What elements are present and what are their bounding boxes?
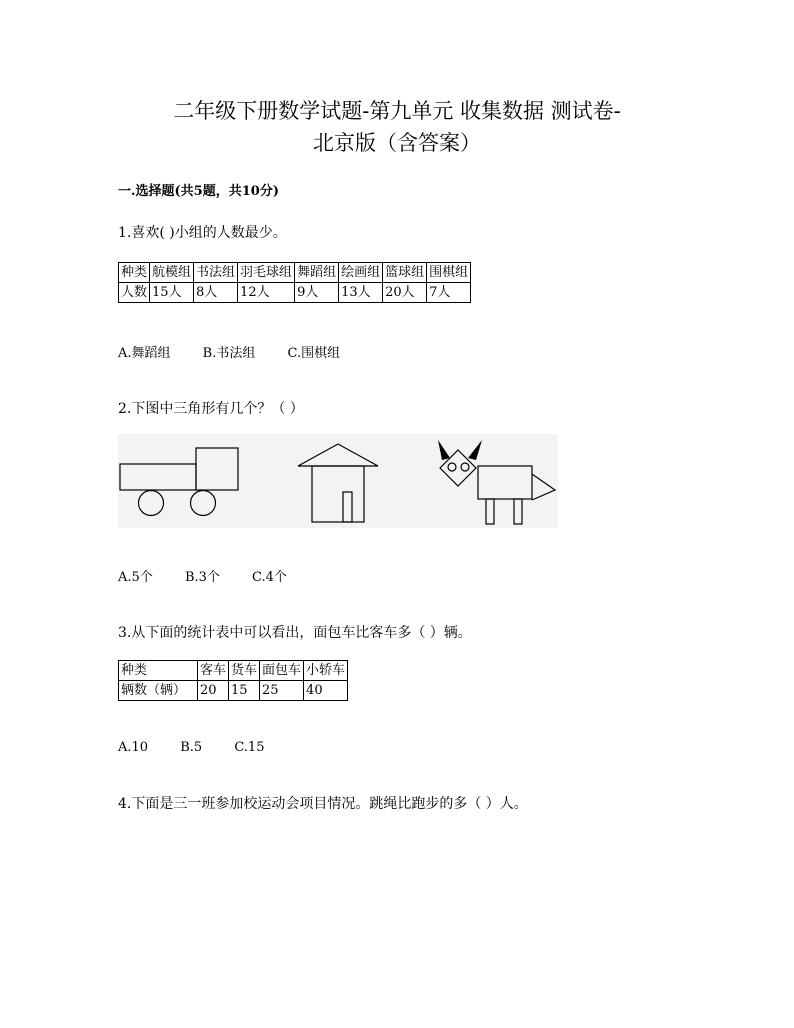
option-a[interactable]: A.10	[118, 740, 149, 755]
option-c[interactable]: C.4个	[252, 570, 287, 585]
table-cell: 7人	[427, 283, 471, 303]
option-c[interactable]: C.15	[234, 740, 265, 755]
option-b[interactable]: B.3个	[184, 570, 220, 585]
table-row	[119, 661, 348, 681]
truck-drawing	[120, 448, 238, 516]
table-cell: 25	[260, 681, 304, 701]
question-1-options	[118, 342, 368, 361]
table-cell: 15人	[150, 283, 194, 303]
question-2-text: 2.下图中三角形有几个？（ ）	[118, 401, 304, 417]
table-row	[119, 283, 471, 303]
table-cell: 13人	[339, 283, 383, 303]
table-cell: 围棋组	[427, 263, 471, 283]
house-drawing	[298, 444, 378, 522]
table-cell: 人数	[119, 283, 150, 303]
table-cell: 20人	[383, 283, 427, 303]
table-cell: 种类	[119, 263, 150, 283]
section-heading: 一.选择题(共5题，共10分)	[118, 184, 279, 199]
animal-right-horn	[468, 440, 482, 460]
table-cell: 面包车	[260, 661, 304, 681]
option-b[interactable]: B.书法组	[202, 346, 256, 361]
document-title-line1: 二年级下册数学试题-第九单元 收集数据 测试卷-	[173, 99, 621, 123]
table-cell: 15	[229, 681, 260, 701]
table-cell: 绘画组	[339, 263, 383, 283]
question-3-text: 3.从下面的统计表中可以看出，面包车比客车多（ ）辆。	[118, 625, 472, 641]
option-b[interactable]: B.5	[180, 740, 203, 755]
question-3-table	[118, 660, 348, 701]
question-1-table	[118, 262, 471, 303]
table-cell: 篮球组	[383, 263, 427, 283]
question-1-text: 1.喜欢( )小组的人数最少。	[118, 225, 287, 241]
shapes-figure	[118, 434, 558, 528]
table-cell: 辆数（辆）	[119, 681, 198, 701]
table-cell: 20	[198, 681, 229, 701]
animal-drawing	[440, 450, 555, 524]
table-cell: 书法组	[194, 263, 238, 283]
table-cell: 40	[304, 681, 348, 701]
table-cell: 航模组	[150, 263, 194, 283]
question-3-options	[118, 740, 292, 755]
table-cell: 8人	[194, 283, 238, 303]
question-2-options	[118, 566, 315, 585]
table-row	[119, 263, 471, 283]
option-a[interactable]: A.舞蹈组	[118, 346, 171, 361]
document-title-line2: 北京版（含答案）	[313, 131, 481, 155]
table-row	[119, 681, 348, 701]
option-c[interactable]: C.围棋组	[287, 346, 341, 361]
table-cell: 舞蹈组	[295, 263, 339, 283]
table-cell: 货车	[229, 661, 260, 681]
table-cell: 客车	[198, 661, 229, 681]
table-cell: 羽毛球组	[238, 263, 295, 283]
table-cell: 小轿车	[304, 661, 348, 681]
option-a[interactable]: A.5个	[118, 570, 153, 585]
table-cell: 12人	[238, 283, 295, 303]
animal-left-horn	[438, 440, 450, 460]
table-cell: 9人	[295, 283, 339, 303]
question-4-text: 4.下面是三一班参加校运动会项目情况。跳绳比跑步的多（ ）人。	[118, 796, 528, 812]
shapes-illustration	[118, 434, 558, 528]
table-cell: 种类	[119, 661, 198, 681]
